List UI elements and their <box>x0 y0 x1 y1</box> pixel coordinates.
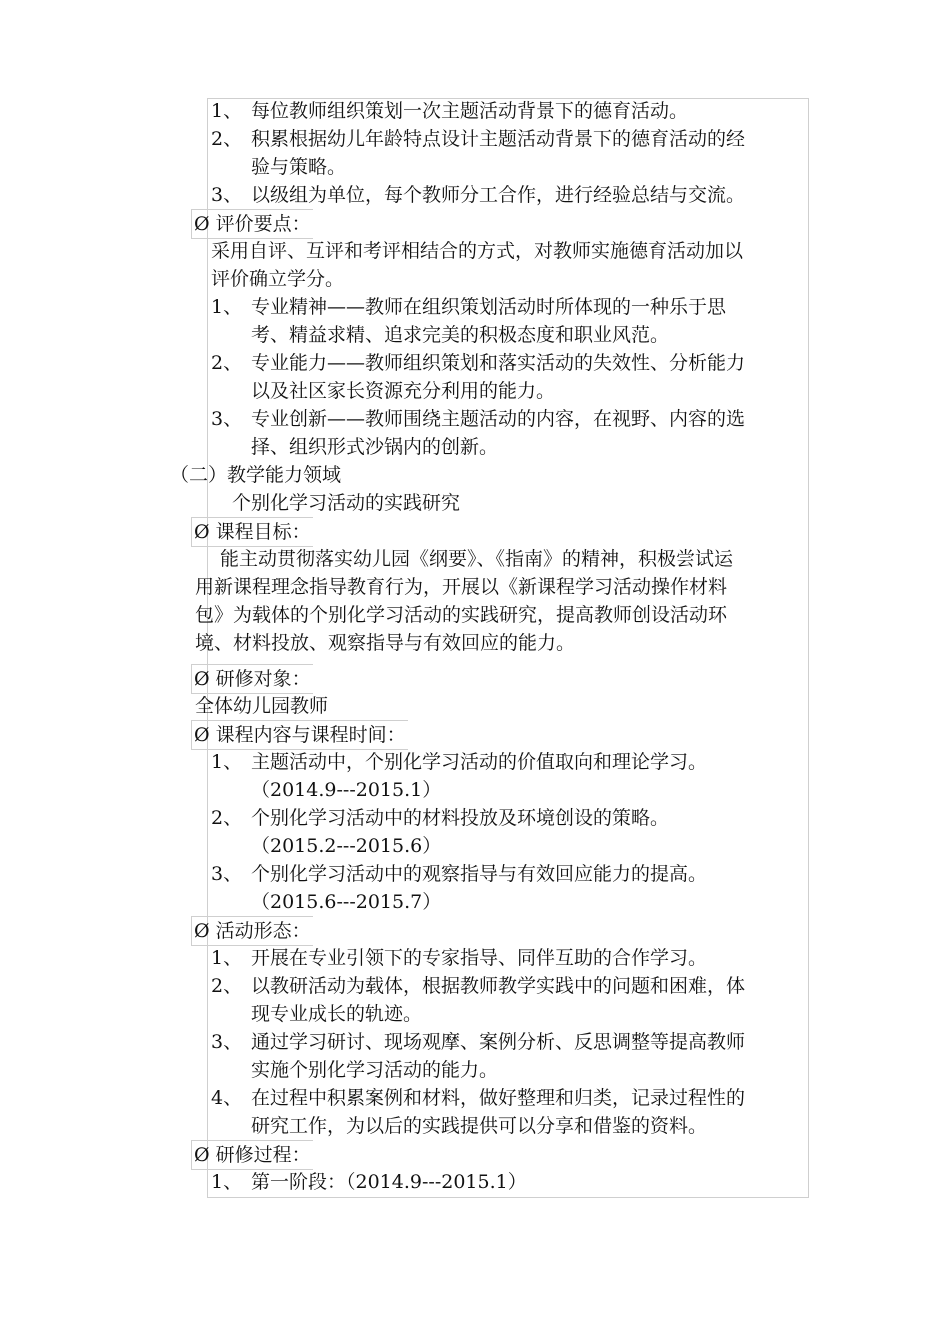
item-number: 2、 <box>211 128 243 150</box>
item-text: 以教研活动为载体，根据教师教学实践中的问题和困难，体 <box>251 975 746 997</box>
item-text: 积累根据幼儿年龄特点设计主题活动背景下的德育活动的经 <box>251 128 746 150</box>
item-text: 专业创新——教师围绕主题活动的内容，在视野、内容的选 <box>251 408 746 430</box>
item-text: 通过学习研讨、现场观摩、案例分析、反思调整等提高教师 <box>251 1031 746 1053</box>
eval-heading: Ø 评价要点： <box>195 209 313 239</box>
form-item-4 <box>211 1084 745 1112</box>
eval-intro-line-1: 采用自评、互评和考评相结合的方式，对教师实施德育活动加以 <box>211 240 744 262</box>
eval-item-2-cont: 以及社区家长资源充分利用的能力。 <box>251 380 556 402</box>
section-heading: （二）教学能力领域 <box>170 464 342 486</box>
item-text: 每位教师组织策划一次主题活动背景下的德育活动。 <box>251 100 689 122</box>
goal-line-4: 境、材料投放、观察指导与有效回应的能力。 <box>195 632 576 654</box>
item-text: 专业精神——教师在组织策划活动时所体现的一种乐于思 <box>251 296 727 318</box>
goal-line-2: 用新课程理念指导教育行为，开展以《新课程学习活动操作材料 <box>195 576 728 598</box>
eval-item-3 <box>211 405 745 433</box>
target-heading: Ø 研修对象： <box>195 664 313 694</box>
item-number: 4、 <box>211 1087 243 1109</box>
goal-line-3: 包》为载体的个别化学习活动的实践研究，提高教师创设活动环 <box>195 604 728 626</box>
eval-intro-line-2: 评价确立学分。 <box>211 268 345 290</box>
content-item-3-time: （2015.6---2015.7） <box>251 891 442 913</box>
item-number: 3、 <box>211 863 243 885</box>
moral-item-2-cont: 验与策略。 <box>251 156 347 178</box>
content-item-2 <box>211 804 669 832</box>
item-text: 个别化学习活动中的观察指导与有效回应能力的提高。 <box>251 863 708 885</box>
content-item-3 <box>211 860 707 888</box>
item-text: 第一阶段：（2014.9---2015.1） <box>251 1171 527 1193</box>
item-number: 2、 <box>211 807 243 829</box>
item-text: 专业能力——教师组织策划和落实活动的失效性、分析能力 <box>251 352 746 374</box>
form-item-4-cont: 研究工作，为以后的实践提供可以分享和借鉴的资料。 <box>251 1115 708 1137</box>
goal-line-1: 能主动贯彻落实幼儿园《纲要》、《指南》的精神，积极尝试运 <box>220 548 734 570</box>
eval-item-1-cont: 考、精益求精、追求完美的积极态度和职业风范。 <box>251 324 670 346</box>
target-text: 全体幼儿园教师 <box>195 695 329 717</box>
process-item-1 <box>211 1168 527 1196</box>
item-number: 1、 <box>211 1171 243 1193</box>
moral-item-1 <box>211 97 688 125</box>
eval-item-2 <box>211 349 745 377</box>
eval-item-1 <box>211 293 726 321</box>
item-number: 1、 <box>211 100 243 122</box>
content-item-2-time: （2015.2---2015.6） <box>251 835 442 857</box>
moral-item-2 <box>211 125 745 153</box>
form-item-3 <box>211 1028 745 1056</box>
goal-heading: Ø 课程目标： <box>195 517 313 547</box>
process-heading: Ø 研修过程： <box>195 1140 313 1170</box>
item-text: 在过程中积累案例和材料，做好整理和归类，记录过程性的 <box>251 1087 746 1109</box>
content-item-1 <box>211 748 707 776</box>
item-number: 1、 <box>211 751 243 773</box>
item-number: 1、 <box>211 296 243 318</box>
item-number: 3、 <box>211 1031 243 1053</box>
form-item-1 <box>211 944 707 972</box>
form-item-3-cont: 实施个别化学习活动的能力。 <box>251 1059 499 1081</box>
form-item-2-cont: 现专业成长的轨迹。 <box>251 1003 423 1025</box>
content-item-1-time: （2014.9---2015.1） <box>251 779 442 801</box>
item-text: 开展在专业引领下的专家指导、同伴互助的合作学习。 <box>251 947 708 969</box>
item-number: 3、 <box>211 408 243 430</box>
item-number: 1、 <box>211 947 243 969</box>
item-number: 2、 <box>211 975 243 997</box>
item-number: 2、 <box>211 352 243 374</box>
item-text: 个别化学习活动中的材料投放及环境创设的策略。 <box>251 807 670 829</box>
moral-item-3 <box>211 181 745 209</box>
eval-item-3-cont: 择、组织形式沙锅内的创新。 <box>251 436 499 458</box>
section-subtitle: 个别化学习活动的实践研究 <box>232 492 461 514</box>
item-number: 3、 <box>211 184 243 206</box>
item-text: 以级组为单位，每个教师分工合作，进行经验总结与交流。 <box>251 184 746 206</box>
form-item-2 <box>211 972 745 1000</box>
form-heading: Ø 活动形态： <box>195 916 313 946</box>
item-text: 主题活动中，个别化学习活动的价值取向和理论学习。 <box>251 751 708 773</box>
content-heading: Ø 课程内容与课程时间： <box>195 720 408 750</box>
